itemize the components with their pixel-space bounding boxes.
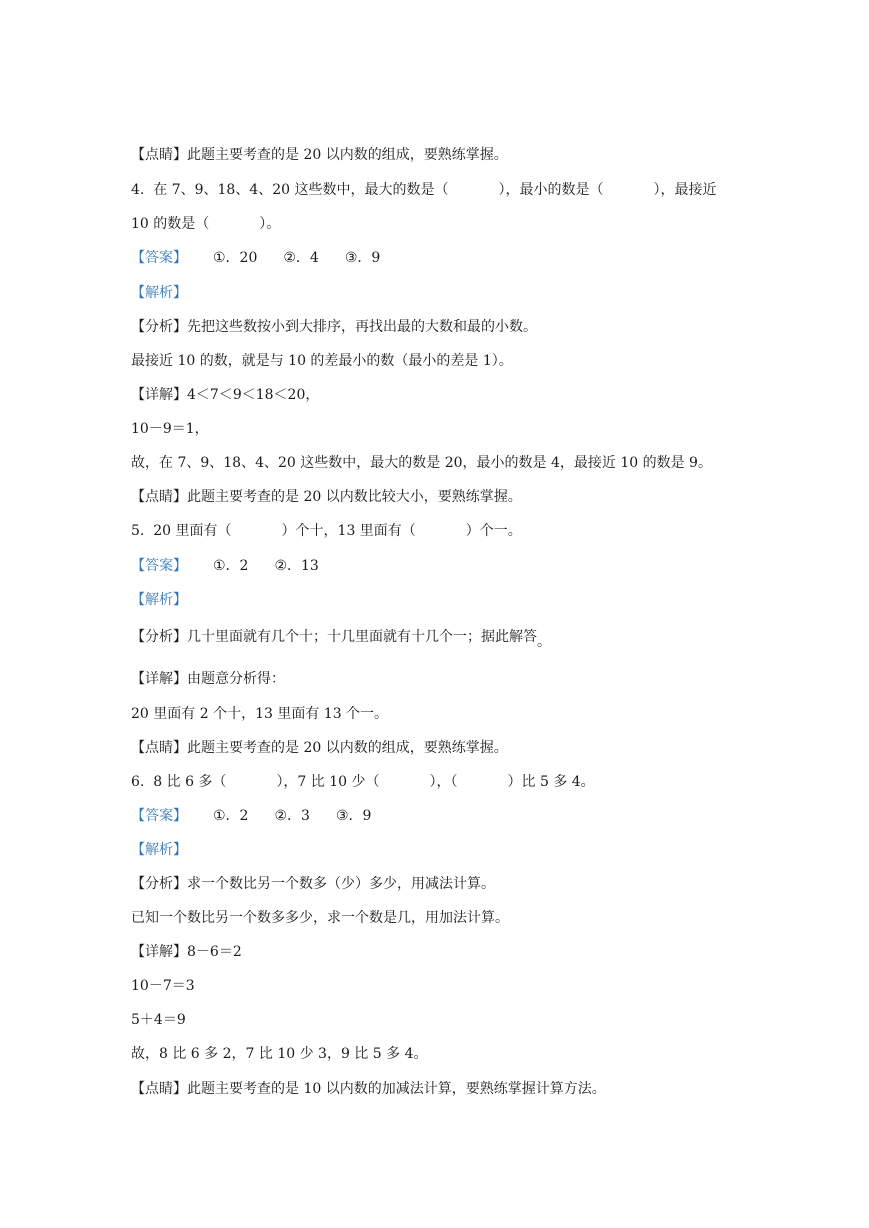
- analysis-tag: 【分析】: [131, 319, 187, 335]
- key-point-label: 【点睛】: [131, 740, 187, 756]
- question-text: ）比 5 多 4。: [507, 774, 595, 790]
- question-text: 在 7、9、18、4、20 这些数中，最大的数是（: [153, 182, 449, 198]
- detail-q5: [131, 669, 285, 689]
- question-text: ），最小的数是（: [498, 182, 604, 198]
- detail-text: 4＜7＜9＜18＜20，: [187, 387, 320, 403]
- analysis-label-q4: 【解析】: [131, 285, 187, 301]
- detail-q6: [131, 942, 242, 962]
- question-text: ）。: [259, 216, 281, 232]
- answer-q4: [131, 248, 380, 268]
- answer-value: ③．9: [344, 250, 381, 266]
- answer-label: 【答案】: [131, 808, 187, 824]
- key-point-q4: [131, 487, 522, 507]
- question-number: 6.: [131, 774, 145, 790]
- key-point-label: 【点睛】: [131, 147, 187, 163]
- question-number: 4.: [131, 182, 145, 198]
- analysis-q6-line2: 已知一个数比另一个数多多少，求一个数是几，用加法计算。: [131, 910, 509, 926]
- detail-tag: 【详解】: [131, 944, 187, 960]
- question-text: 20 里面有（: [153, 523, 232, 539]
- detail-q4: [131, 385, 319, 405]
- question-text: 10 的数是（: [131, 216, 210, 232]
- answer-label: 【答案】: [131, 558, 187, 574]
- analysis-text: 求一个数比另一个数多（少）多少，用减法计算。: [187, 876, 495, 892]
- answer-value: ②．3: [274, 808, 310, 824]
- key-point-text: 此题主要考查的是 20 以内数比较大小，要熟练掌握。: [187, 489, 522, 505]
- answer-value: ①．2: [213, 558, 249, 574]
- detail-q6-line3: 5＋4＝9: [131, 1012, 186, 1028]
- answer-q5: [131, 556, 319, 576]
- answer-value: ①．2: [213, 808, 249, 824]
- key-point-q6: [131, 1079, 606, 1099]
- key-point-label: 【点睛】: [131, 489, 187, 505]
- question-text: ），最接近: [653, 182, 717, 198]
- sentence-end: 。: [537, 634, 551, 650]
- question-6: [131, 772, 595, 792]
- analysis-label-q5: 【解析】: [131, 592, 187, 608]
- question-text: ），7 比 10 少（: [276, 774, 380, 790]
- key-point-label: 【点睛】: [131, 1081, 187, 1097]
- question-text: ），（: [429, 774, 458, 790]
- answer-q6: [131, 806, 371, 826]
- answer-label: 【答案】: [131, 250, 187, 266]
- detail-q6-line2: 10－7＝3: [131, 978, 195, 994]
- answer-value: ②．4: [283, 250, 319, 266]
- question-4: [131, 180, 717, 200]
- question-5: [131, 521, 522, 541]
- answer-value: ②．13: [274, 558, 319, 574]
- question-text: 8 比 6 多（: [153, 774, 227, 790]
- question-text: ）个十，13 里面有（: [281, 523, 416, 539]
- key-point-q3: [131, 145, 508, 165]
- analysis-tag: 【分析】: [131, 876, 187, 892]
- answer-value: ③．9: [335, 808, 372, 824]
- detail-q4-line2: 10－9＝1，: [131, 421, 209, 437]
- detail-q4-line3: 故，在 7、9、18、4、20 这些数中，最大的数是 20，最小的数是 4，最接近 10 的数是 9。: [131, 455, 712, 471]
- analysis-label-q6: 【解析】: [131, 842, 187, 858]
- analysis-q6: [131, 874, 495, 894]
- analysis-text: 几十里面就有几个十；十几里面就有十几个一；据此解答: [187, 629, 537, 645]
- analysis-q4: [131, 317, 537, 337]
- detail-q6-line4: 故，8 比 6 多 2，7 比 10 少 3，9 比 5 多 4。: [131, 1046, 428, 1062]
- detail-tag: 【详解】: [131, 387, 187, 403]
- key-point-text: 此题主要考查的是 10 以内数的加减法计算，要熟练掌握计算方法。: [187, 1081, 606, 1097]
- key-point-text: 此题主要考查的是 20 以内数的组成，要熟练掌握。: [187, 740, 508, 756]
- key-point-text: 此题主要考查的是 20 以内数的组成，要熟练掌握。: [187, 147, 508, 163]
- question-4-line2: [131, 214, 280, 234]
- key-point-q5: [131, 738, 508, 758]
- detail-tag: 【详解】: [131, 671, 187, 687]
- detail-q5-line2: 20 里面有 2 个十，13 里面有 13 个一。: [131, 706, 389, 722]
- detail-text: 由题意分析得：: [187, 671, 285, 687]
- analysis-q5: [131, 627, 551, 650]
- question-number: 5.: [131, 523, 145, 539]
- analysis-text: 先把这些数按小到大排序，再找出最的大数和最的小数。: [187, 319, 537, 335]
- analysis-tag: 【分析】: [131, 629, 187, 645]
- question-text: ）个一。: [465, 523, 522, 539]
- analysis-q4-line2: 最接近 10 的数，就是与 10 的差最小的数（最小的差是 1）。: [131, 353, 513, 369]
- detail-text: 8－6＝2: [187, 944, 242, 960]
- answer-value: ①．20: [213, 250, 258, 266]
